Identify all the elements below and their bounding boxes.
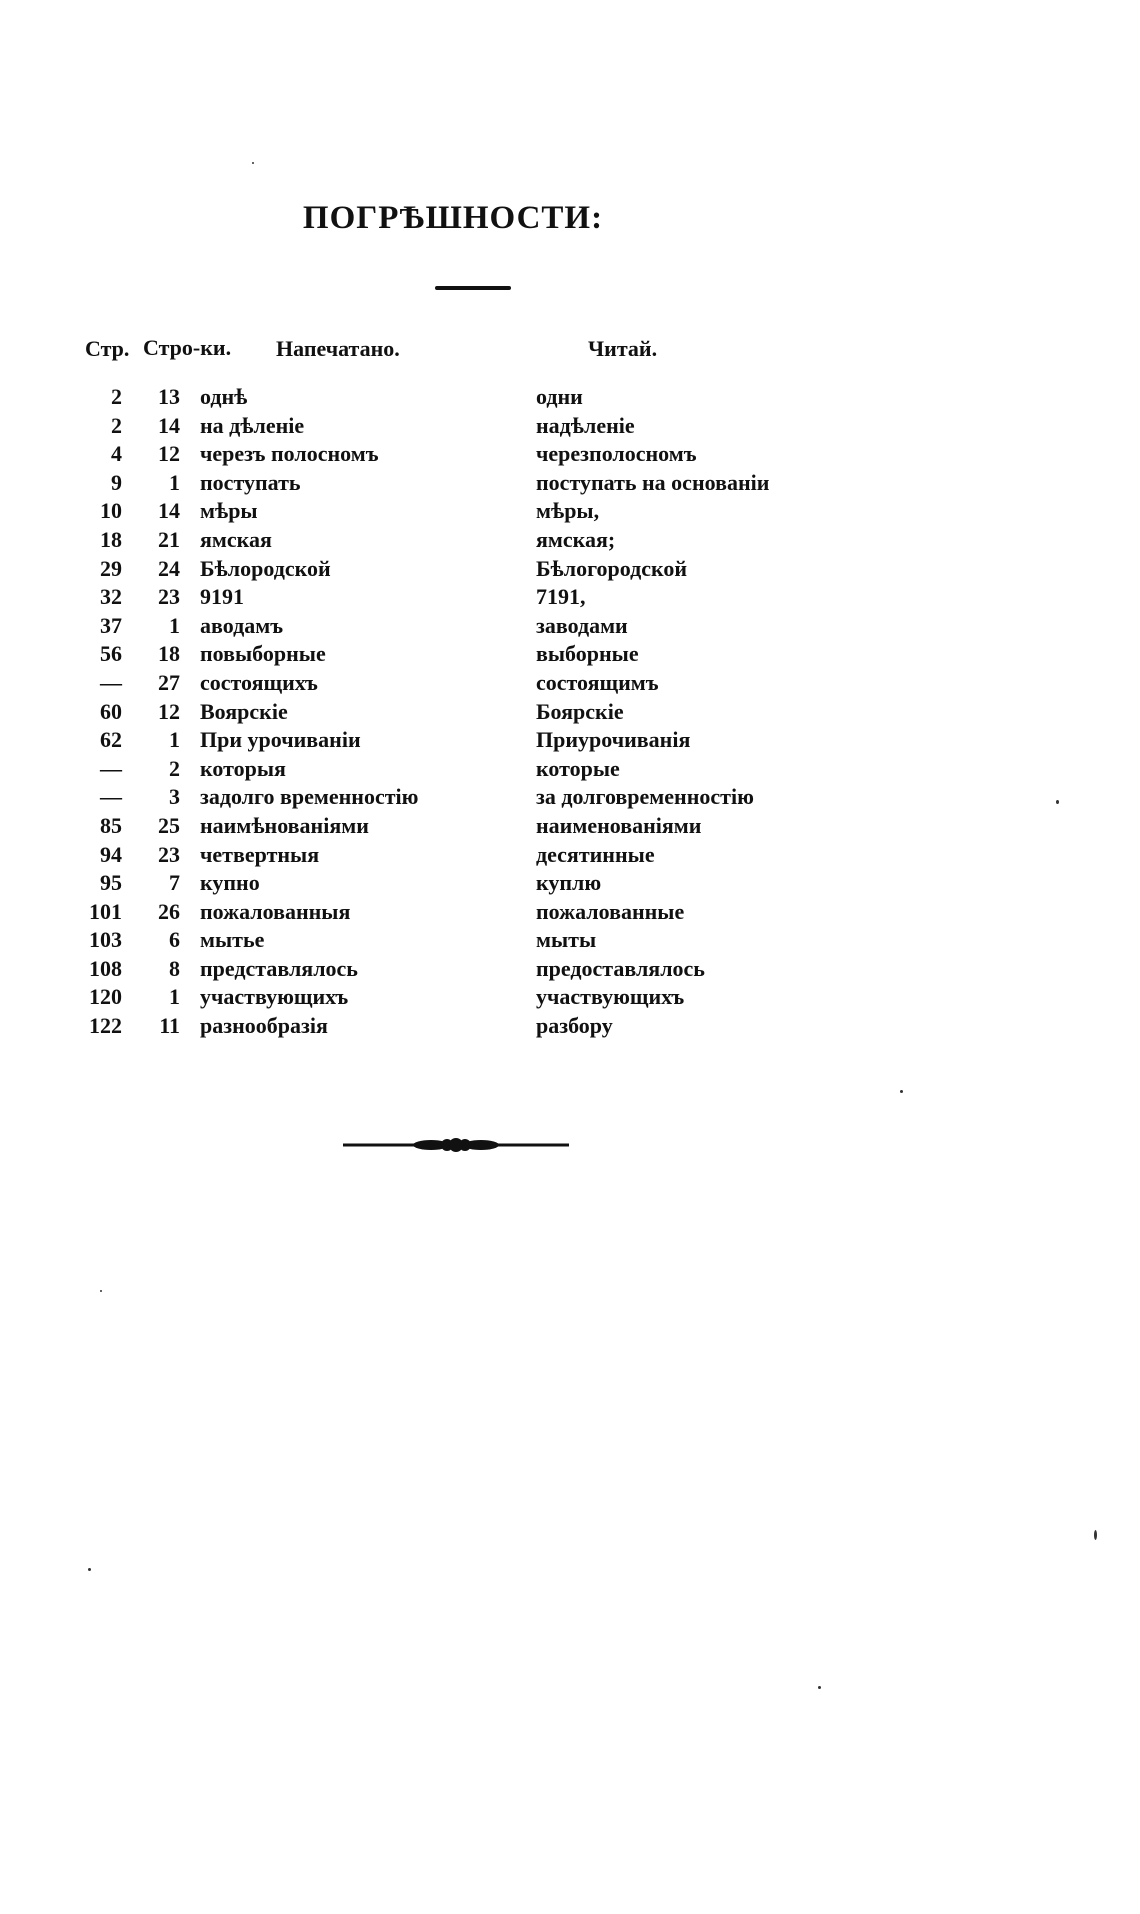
errata-read: Бѣлогородской: [536, 555, 688, 581]
errata-read: черезполосномъ: [536, 441, 697, 467]
speck: [252, 162, 254, 164]
errata-page: 4: [111, 441, 122, 467]
header-printed: Напечатано.: [276, 336, 400, 361]
errata-read: заводами: [536, 612, 628, 638]
errata-row: [0, 1013, 1140, 1042]
header-page: Стр.: [85, 336, 130, 361]
errata-printed: купно: [200, 870, 260, 896]
errata-read: предоставлялось: [536, 955, 705, 981]
speck: [818, 1686, 821, 1689]
errata-read: пожалованные: [536, 898, 685, 924]
errata-printed: аводамъ: [200, 612, 284, 638]
errata-line: 25: [158, 812, 180, 838]
errata-row: [0, 384, 1140, 413]
errata-read: разбору: [536, 1013, 613, 1039]
errata-printed: участвующихъ: [200, 984, 349, 1010]
speck: [900, 1090, 903, 1093]
errata-page: 103: [89, 927, 122, 953]
errata-line: 1: [169, 469, 180, 495]
errata-printed: 9191: [200, 584, 244, 610]
errata-line: 6: [169, 927, 180, 953]
errata-line: 24: [158, 555, 180, 581]
errata-line: 1: [169, 984, 180, 1010]
errata-printed: черезъ полосномъ: [200, 441, 379, 467]
errata-printed: четвертныя: [200, 841, 320, 867]
errata-page: 95: [100, 870, 122, 896]
errata-page: 85: [100, 812, 122, 838]
errata-row: [0, 641, 1140, 670]
errata-read: выборные: [536, 641, 639, 667]
errata-printed: представлялось: [200, 955, 358, 981]
header-line: Стро-ки.: [143, 335, 232, 360]
errata-printed: мѣры: [200, 498, 258, 524]
errata-read: Боярскіе: [536, 698, 624, 724]
errata-page: 122: [89, 1013, 122, 1039]
errata-printed: ямская: [200, 526, 272, 552]
errata-line: 23: [158, 584, 180, 610]
errata-page: 120: [89, 984, 122, 1010]
errata-printed: мытье: [200, 927, 265, 953]
errata-page: 32: [100, 584, 122, 610]
errata-read: мѣры,: [536, 498, 600, 524]
errata-page: 29: [100, 555, 122, 581]
errata-page: 56: [100, 641, 122, 667]
errata-page: 18: [100, 526, 122, 552]
errata-page: 2: [111, 412, 122, 438]
errata-row: [0, 727, 1140, 756]
errata-read: надѣленіе: [536, 412, 635, 438]
errata-printed: При урочиваніи: [200, 727, 361, 753]
errata-row: [0, 470, 1140, 499]
errata-line: 13: [158, 384, 180, 409]
errata-row: [0, 927, 1140, 956]
errata-list: [0, 384, 1140, 1042]
errata-row: [0, 441, 1140, 470]
errata-read: наименованіями: [536, 812, 702, 838]
errata-read: ямская;: [536, 526, 616, 552]
errata-row: [0, 842, 1140, 871]
errata-line: 7: [169, 870, 180, 896]
errata-line: 1: [169, 727, 180, 753]
errata-row: [0, 527, 1140, 556]
errata-line: 14: [158, 412, 180, 438]
errata-page: —: [100, 669, 122, 695]
errata-row: [0, 699, 1140, 728]
errata-line: 2: [169, 755, 180, 781]
title-rule: [435, 286, 511, 290]
errata-read: участвующихъ: [536, 984, 685, 1010]
errata-line: 27: [158, 669, 180, 695]
errata-line: 3: [169, 784, 180, 810]
errata-page: 108: [89, 955, 122, 981]
errata-line: 8: [169, 955, 180, 981]
speck: [1094, 1530, 1097, 1540]
errata-line: 12: [158, 698, 180, 724]
errata-read: десятинные: [536, 841, 655, 867]
errata-page: 101: [89, 898, 122, 924]
speck: [100, 1290, 102, 1292]
page-title: ПОГРѢШНОСТИ:: [302, 200, 604, 236]
errata-printed: Бѣлородской: [200, 555, 331, 581]
errata-page: 10: [100, 498, 122, 524]
errata-read: за долговременностію: [536, 784, 754, 810]
header-read: Читай.: [588, 336, 658, 361]
errata-printed: поступать: [200, 469, 301, 495]
errata-row: [0, 784, 1140, 813]
errata-row: [0, 584, 1140, 613]
speck: [1056, 800, 1059, 804]
errata-header: [0, 336, 1140, 386]
errata-printed: разнообразія: [200, 1013, 328, 1039]
errata-read: куплю: [536, 870, 602, 896]
errata-read: одни: [536, 384, 583, 409]
errata-page: 94: [100, 841, 122, 867]
errata-line: 18: [158, 641, 180, 667]
errata-page: 60: [100, 698, 122, 724]
errata-read: мыты: [536, 927, 597, 953]
errata-read: которые: [536, 755, 620, 781]
speck: [88, 1568, 91, 1571]
ornament-divider: [343, 1136, 569, 1154]
errata-printed: наимѣнованіями: [200, 812, 369, 838]
errata-line: 14: [158, 498, 180, 524]
errata-row: [0, 670, 1140, 699]
errata-line: 12: [158, 441, 180, 467]
errata-printed: состоящихъ: [200, 669, 318, 695]
errata-page: 62: [100, 727, 122, 753]
errata-line: 23: [158, 841, 180, 867]
errata-row: [0, 899, 1140, 928]
errata-printed: однѣ: [200, 384, 248, 409]
errata-row: [0, 613, 1140, 642]
errata-printed: Воярскіе: [200, 698, 288, 724]
errata-row: [0, 498, 1140, 527]
errata-page: —: [100, 755, 122, 781]
errata-page: —: [100, 784, 122, 810]
errata-printed: пожалованныя: [200, 898, 351, 924]
errata-read: состоящимъ: [536, 669, 659, 695]
errata-row: [0, 813, 1140, 842]
errata-printed: повыборные: [200, 641, 326, 667]
errata-page: 9: [111, 469, 122, 495]
errata-line: 26: [158, 898, 180, 924]
errata-printed: которыя: [200, 755, 286, 781]
errata-row: [0, 984, 1140, 1013]
errata-printed: на дѣленіе: [200, 412, 305, 438]
errata-line: 11: [159, 1013, 180, 1039]
errata-row: [0, 870, 1140, 899]
errata-row: [0, 556, 1140, 585]
errata-row: [0, 956, 1140, 985]
errata-read: поступать на основаніи: [536, 469, 770, 495]
errata-read: 7191,: [536, 584, 586, 610]
errata-page: 37: [100, 612, 122, 638]
errata-row: [0, 413, 1140, 442]
errata-line: 1: [169, 612, 180, 638]
errata-printed: задолго временностію: [200, 784, 419, 810]
errata-line: 21: [158, 526, 180, 552]
errata-page: 2: [111, 384, 122, 409]
errata-row: [0, 756, 1140, 785]
errata-read: Приурочиванія: [536, 727, 691, 753]
